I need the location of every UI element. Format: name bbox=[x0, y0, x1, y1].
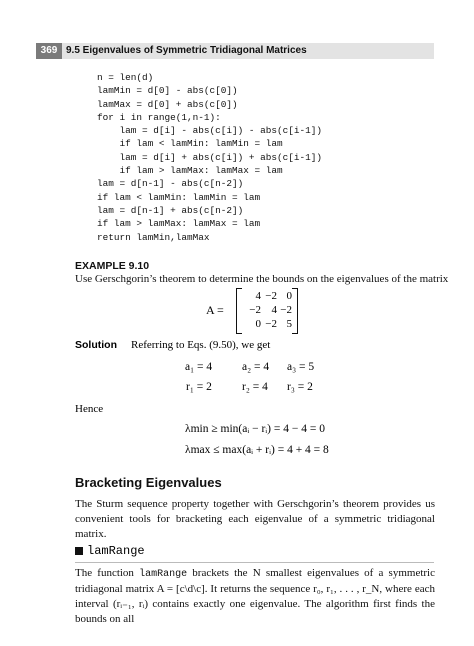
paragraph-text: brackets the N smallest eigenvalues of a symmetric tridiagonal matrix A = [c\d\c]. It returns the sequence r₀, r₁, . . . , r_N, where each interval (rᵢ₋₁, rᵢ) contains exactly one eigenvalue. The algorithm first finds the bounds on all bbox=[75, 567, 435, 625]
running-header-title: 9.5 Eigenvalues of Symmetric Tridiagonal Matrices bbox=[66, 45, 307, 56]
matrix-cell: −2 bbox=[249, 304, 261, 316]
code-line: for i in range(1,n-1): bbox=[97, 111, 221, 123]
example-statement: Use Gerschgorin’s theorem to determine the bounds on the eigenvalues of the matrix bbox=[75, 273, 449, 285]
equation-r2: r₂ = 4 bbox=[242, 381, 268, 393]
lambda-max-bound: λmax ≤ max(aᵢ + rᵢ) = 4 + 4 = 8 bbox=[185, 444, 329, 456]
equation-r1: r₁ = 2 bbox=[186, 381, 212, 393]
matrix-cell: 4 bbox=[255, 290, 261, 302]
lambda-min-bound: λmin ≥ min(aᵢ − rᵢ) = 4 − 4 = 0 bbox=[185, 423, 325, 435]
paragraph-text: The function bbox=[75, 567, 140, 579]
code-line: lamMax = d[0] + abs(c[0]) bbox=[97, 98, 238, 110]
section-heading: Bracketing Eigenvalues bbox=[75, 475, 222, 490]
subsection-rule bbox=[75, 562, 434, 563]
code-line: lamMin = d[0] - abs(c[0]) bbox=[97, 85, 238, 97]
code-line: lam = d[n-1] - abs(c[n-2]) bbox=[97, 178, 244, 190]
equation-a2: a₂ = 4 bbox=[242, 361, 270, 373]
page-number: 369 bbox=[36, 43, 62, 59]
code-line: lam = d[n-1] + abs(c[n-2]) bbox=[97, 204, 244, 216]
solution-text: Referring to Eqs. (9.50), we get bbox=[131, 339, 271, 351]
code-line: lam = d[i] - abs(c[i]) - abs(c[i-1]) bbox=[97, 125, 323, 137]
function-name-code: lamRange bbox=[139, 569, 188, 580]
code-listing bbox=[97, 71, 322, 244]
subsection-paragraph bbox=[75, 566, 435, 627]
equation-a1: a₁ = 4 bbox=[185, 361, 213, 373]
matrix-cell: −2 bbox=[265, 290, 277, 302]
equation-r3: r₃ = 2 bbox=[287, 381, 313, 393]
code-line: if lam < lamMin: lamMin = lam bbox=[97, 191, 261, 203]
matrix-cell: 4 bbox=[271, 304, 277, 316]
code-line: return lamMin,lamMax bbox=[97, 231, 210, 243]
matrix-cell: −2 bbox=[280, 304, 292, 316]
code-line: if lam < lamMin: lamMin = lam bbox=[97, 138, 283, 150]
matrix-cell: 0 bbox=[286, 290, 292, 302]
hence-text: Hence bbox=[75, 403, 104, 415]
matrix-lhs: A = bbox=[206, 303, 224, 317]
code-line: if lam > lamMax: lamMax = lam bbox=[97, 165, 283, 177]
code-line: if lam > lamMax: lamMax = lam bbox=[97, 218, 261, 230]
matrix-cell: −2 bbox=[265, 318, 277, 330]
solution-label: Solution bbox=[75, 339, 117, 351]
example-label: EXAMPLE 9.10 bbox=[75, 260, 150, 272]
section-paragraph: The Sturm sequence property together with Gerschgorin’s theorem provides us convenient tools for bracketing each eigenvalue of a symmetric tridiagonal matrix. bbox=[75, 498, 435, 540]
right-bracket bbox=[292, 288, 298, 334]
matrix-cell: 5 bbox=[286, 318, 292, 330]
square-bullet-icon bbox=[75, 547, 83, 555]
code-line: lam = d[i] + abs(c[i]) + abs(c[i-1]) bbox=[97, 151, 323, 163]
equation-a3: a₃ = 5 bbox=[287, 361, 315, 373]
subsection-title: lamRange bbox=[87, 544, 145, 558]
code-line: n = len(d) bbox=[97, 72, 154, 83]
matrix-cell: 0 bbox=[255, 318, 261, 330]
